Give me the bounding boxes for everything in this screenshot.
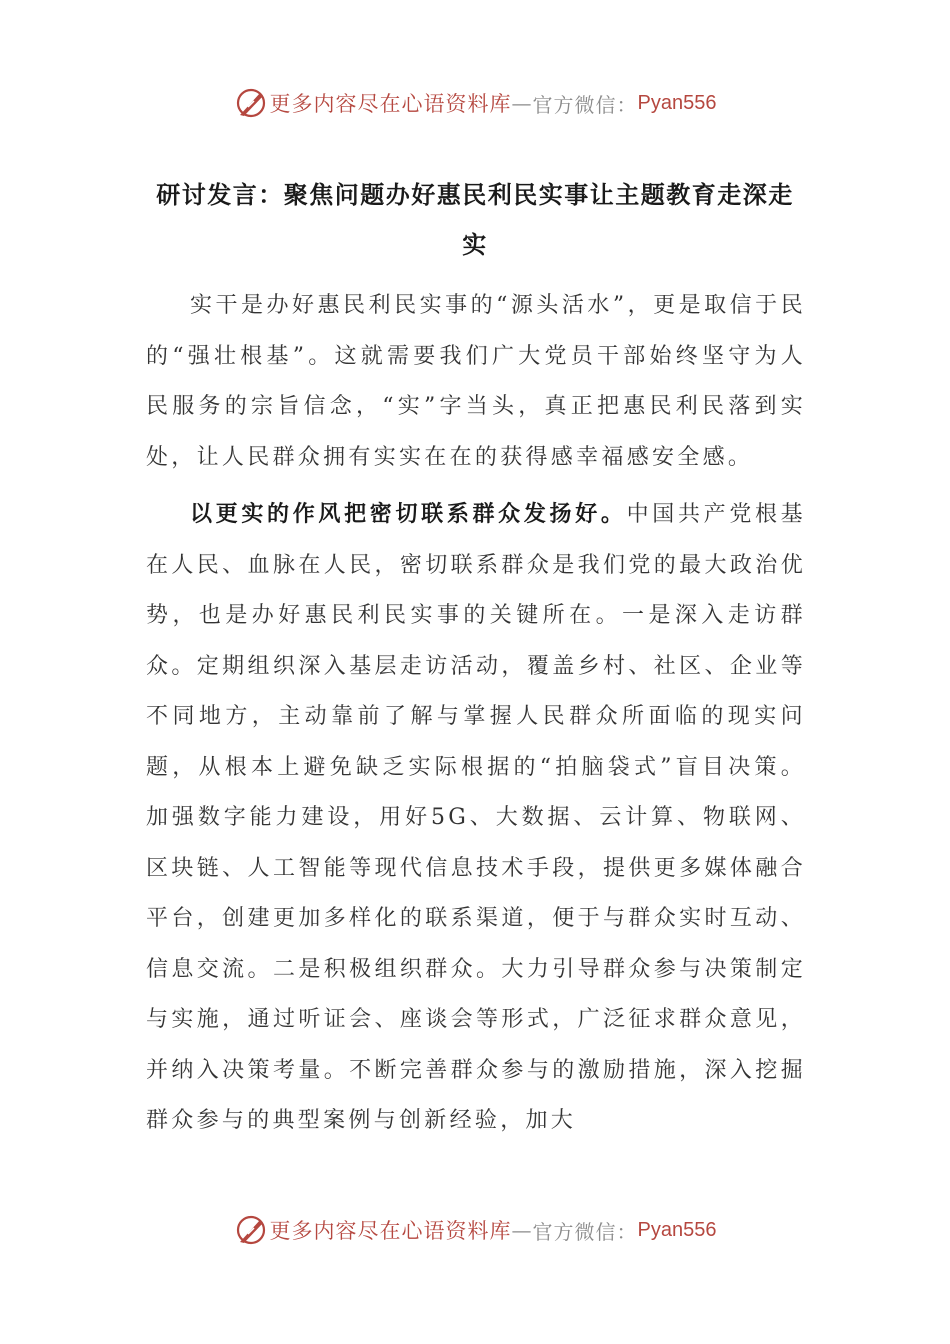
footer-dash: — bbox=[511, 1218, 533, 1242]
header-wechat-label: 官方微信： bbox=[532, 92, 638, 117]
header-dash: — bbox=[511, 91, 533, 115]
footer-wechat-id: Pyan556 bbox=[637, 1218, 717, 1241]
quill-logo-icon bbox=[234, 1213, 268, 1247]
section-1-text: 中国共产党根基在人民、血脉在人民，密切联系群众是我们党的最大政治优势，也是办好惠民利民实事的关键所在。一是深入走访群众。定期组织深入基层走访活动，覆盖乡村、社区、企业等不同地方，主动靠前了解与掌握人民群众所面临的现实问题，从根本上避免缺乏实际根据的“拍脑袋式”盲目决策。加强数字能力建设，用好5G、大数据、云计算、物联网、区块链、人工智能等现代信息技术手段，提供更多媒体融合平台，创建更加多样化的联系渠道，便于与群众实时互动、信息交流。二是积极组织群众。大力引导群众参与决策制定与实施，通过听证会、座谈会等形式，广泛征求群众意见，并纳入决策考量。不断完善群众参与的激励措施，深入挖掘群众参与的典型案例与创新经验，加大 bbox=[146, 502, 806, 1133]
header-wechat-id: Pyan556 bbox=[637, 91, 717, 114]
paragraph-intro: 实干是办好惠民利民实事的“源头活水”，更是取信于民的“强壮根基”。这就需要我们广大党员干部始终坚守为人民服务的宗旨信念，“实”字当头，真正把惠民利民落到实处，让人民群众拥有实实在在的获得感幸福感安全感。 bbox=[146, 293, 806, 470]
header-brand-text: 更多内容尽在心语资料库 bbox=[269, 92, 512, 116]
document-title: 研讨发言：聚焦问题办好惠民利民实事让主题教育走深走实 bbox=[156, 180, 794, 259]
section-1-heading: 以更实的作风把密切联系群众发扬好。 bbox=[190, 501, 627, 527]
document-body bbox=[146, 281, 806, 1147]
quill-logo-icon bbox=[234, 86, 268, 120]
footer-brand-text: 更多内容尽在心语资料库 bbox=[269, 1219, 512, 1243]
footer-banner bbox=[0, 1210, 950, 1250]
paragraph-section-1 bbox=[146, 489, 806, 1147]
header-banner bbox=[0, 83, 950, 123]
footer-wechat-label: 官方微信： bbox=[532, 1219, 638, 1244]
